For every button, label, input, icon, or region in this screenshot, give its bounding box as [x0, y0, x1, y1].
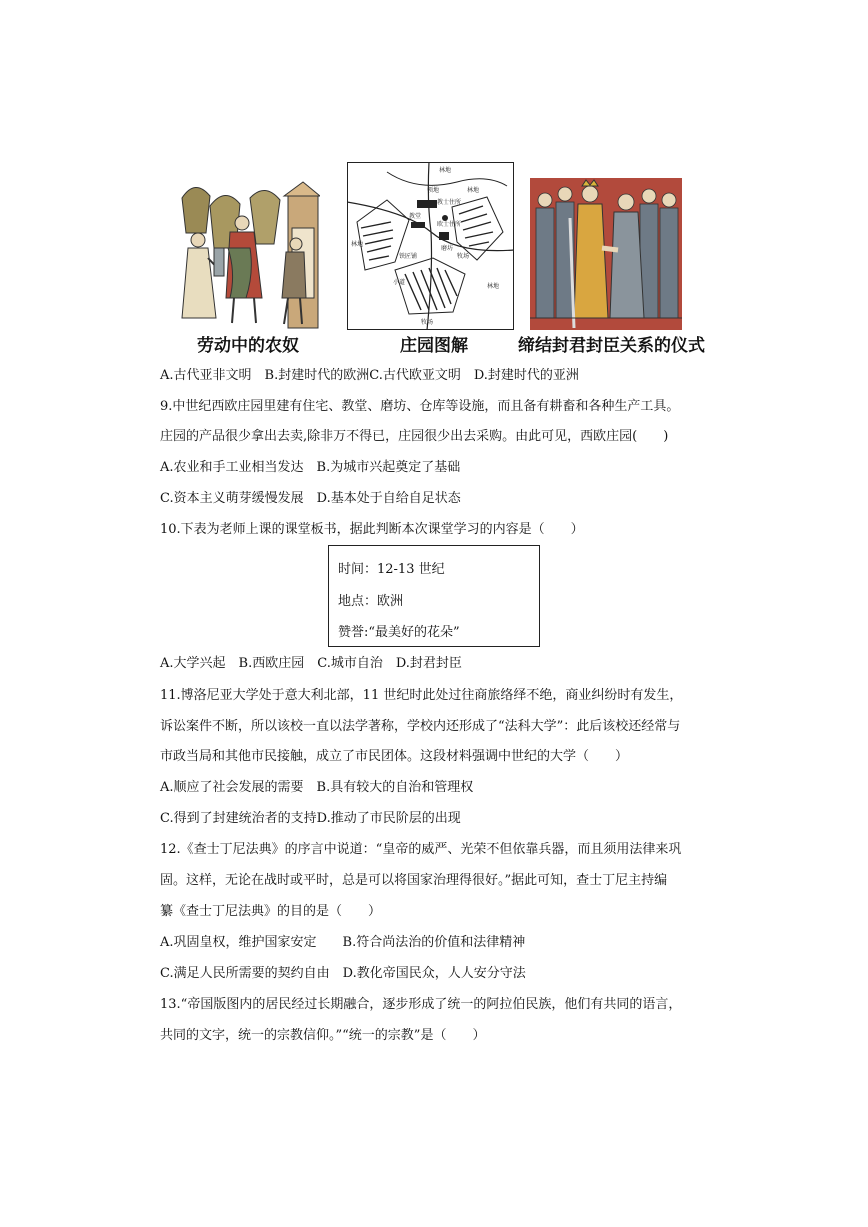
q12-stem-line2: 固。这样，无论在战时或平时，总是可以将国家治理得很好。”据此可知，查士丁尼主持编 [160, 873, 668, 888]
manor-label-9: 磨坊 [441, 245, 454, 252]
manor-label-4: 教堂 [409, 213, 422, 220]
q13-stem-line1: 13.“帝国版图内的居民经过长期融合，逐步形成了统一的阿拉伯民族，他们有共同的语言， [160, 997, 682, 1012]
table-place: 地点：欧洲 [338, 594, 404, 609]
manor-label-5: 欧士住所 [437, 221, 462, 228]
q8-options: A.古代亚非文明 B.封建时代的欧洲C.古代欧亚文明 D.封建时代的亚洲 [160, 368, 579, 383]
ceremony-caption: 缔结封君封臣关系的仪式 [518, 336, 705, 356]
manor-diagram [347, 162, 514, 330]
q11-options-ab: A.顺应了社会发展的需要 B.具有较大的自治和管理权 [160, 780, 474, 795]
q9-options-cd: C.资本主义萌芽缓慢发展 D.基本处于自给自足状态 [160, 491, 461, 506]
q12-options-ab: A.巩固皇权，维护国家安定 B.符合尚法治的价值和法律精神 [160, 935, 526, 950]
q9-stem-line2: 庄园的产品很少拿出去卖,除非万不得已，庄园很少出去采购。由此可见，西欧庄园( ) [160, 429, 669, 444]
manor-caption: 庄园图解 [400, 336, 468, 356]
q9-options-ab: A.农业和手工业相当发达 B.为城市兴起奠定了基础 [160, 460, 461, 475]
q12-stem-line3: 纂《查士丁尼法典》的目的是（ ） [160, 904, 382, 919]
manor-label-7: 林地 [351, 241, 364, 248]
table-praise: 赞誉:“最美好的花朵” [338, 625, 460, 640]
manor-label-10: 林地 [487, 283, 500, 290]
manor-label-3: 教士住所 [437, 199, 462, 206]
manor-label-11: 牧场 [457, 253, 470, 260]
manor-label-12: 铁匠铺 [399, 253, 418, 260]
q10-options: A.大学兴起 B.西欧庄园 C.城市自治 D.封君封臣 [160, 656, 462, 671]
q11-stem-line3: 市政当局和其他市民接触，成立了市民团体。这段材料强调中世纪的大学（ ） [160, 749, 629, 764]
q12-options-cd: C.满足人民所需要的契约自由 D.教化帝国民众，人人安分守法 [160, 966, 526, 981]
manor-label-6: 林地 [467, 187, 480, 194]
serfs-caption: 劳动中的农奴 [197, 336, 299, 356]
manor-label-8: 小道 [393, 279, 406, 286]
q11-stem-line1: 11.博洛尼亚大学处于意大利北部，11 世纪时此处过往商旅络绎不绝，商业纠纷时有发生， [160, 688, 683, 703]
q11-options-cd: C.得到了封建统治者的支持D.推动了市民阶层的出现 [160, 811, 461, 826]
q10-blackboard-table [328, 545, 540, 647]
manor-label-13: 牧场 [421, 319, 434, 326]
q12-stem-line1: 12.《查士丁尼法典》的序言中说道：“皇帝的威严、光荣不但依靠兵器，而且须用法律来巩 [160, 842, 682, 857]
manor-label-1: 林地 [439, 167, 452, 174]
manor-label-2: 领地 [427, 187, 440, 194]
serfs-illustration [170, 178, 320, 330]
ceremony-illustration [530, 178, 682, 330]
q9-stem-line1: 9.中世纪西欧庄园里建有住宅、教堂、磨坊、仓库等设施，而且备有耕畜和各种生产工具。 [160, 399, 680, 414]
q10-stem: 10.下表为老师上课的课堂板书，据此判断本次课堂学习的内容是（ ） [160, 522, 584, 537]
table-time: 时间：12-13 世纪 [338, 562, 445, 577]
q11-stem-line2: 诉讼案件不断，所以该校一直以法学著称，学校内还形成了“法科大学”：此后该校还经常与 [160, 719, 681, 734]
q13-stem-line2: 共同的文字，统一的宗教信仰。”“统一的宗教”是（ ） [160, 1028, 486, 1043]
